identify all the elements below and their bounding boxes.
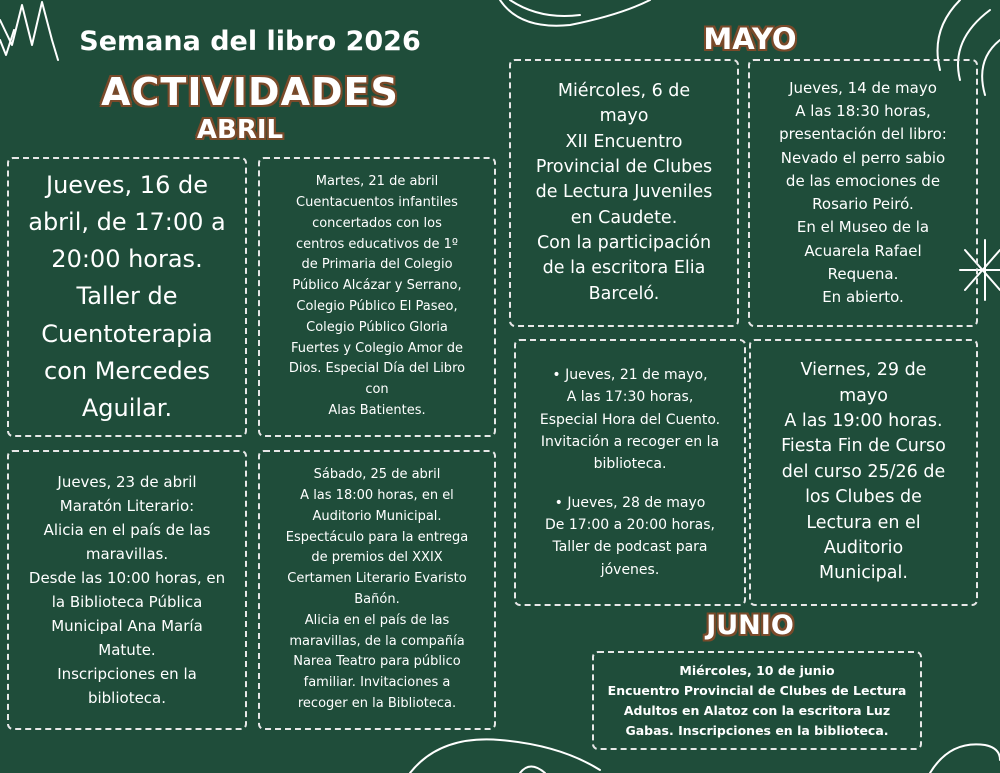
event-text: Acuarela Rafael — [804, 241, 922, 260]
event-text: • Jueves, 28 de mayo — [555, 492, 706, 514]
event-text: De 17:00 a 20:00 horas, — [545, 517, 715, 534]
event-text: mayo — [599, 106, 649, 127]
zigzag-doodle — [0, 2, 58, 60]
event-text: Aguilar. — [81, 393, 173, 422]
event-card-june-10 — [592, 651, 922, 750]
event-text: Fuertes y Colegio Amor de — [290, 340, 463, 356]
event-text: Bañón. — [354, 592, 400, 607]
event-card-april-23 — [7, 450, 247, 730]
event-text: A las 18:00 horas, en el — [300, 488, 454, 504]
event-text: Adultos en Alatoz con la escritora Luz — [623, 702, 891, 718]
event-text: recoger en la Biblioteca. — [297, 695, 457, 711]
page-title: Semana del libro 2026 — [79, 26, 421, 57]
event-card-april-16 — [7, 157, 247, 437]
event-text: presentación del libro: — [779, 125, 947, 144]
event-text: Cuentacuentos infantiles — [296, 195, 458, 211]
event-text: Auditorio Municipal. — [312, 508, 442, 524]
event-text: 20:00 horas. — [51, 245, 203, 274]
event-card-may-6 — [509, 59, 739, 327]
event-text: Certamen Literario Evaristo — [287, 571, 467, 587]
event-text: Alicia en el país de las — [304, 612, 450, 628]
event-text: Colegio Público El Paseo, — [296, 299, 458, 314]
event-text: Viernes, 29 de — [800, 360, 927, 381]
event-text: maravillas. — [85, 545, 169, 563]
event-card-april-21 — [258, 157, 496, 437]
event-text: Sábado, 25 de abril — [313, 467, 441, 483]
event-text: Especial Hora del Cuento. — [539, 411, 721, 428]
event-text: Fiesta Fin de Curso — [781, 436, 946, 457]
swirl-doodle — [500, 0, 650, 26]
event-text: Auditorio — [823, 537, 904, 558]
event-text: los Clubes de — [805, 487, 922, 508]
event-text: biblioteca. — [593, 456, 667, 473]
event-text: Desde las 10:00 horas, en — [28, 569, 226, 587]
activities-heading: ACTIVIDADES — [101, 70, 399, 114]
event-text: Narea Teatro para público — [293, 654, 461, 670]
event-text: Encuentro Provincial de Clubes de Lectura — [607, 682, 907, 698]
event-text: la Biblioteca Pública — [51, 593, 203, 611]
event-text: Municipal Ana María — [51, 617, 203, 635]
event-text: Taller de podcast para — [552, 539, 708, 556]
event-text: En el Museo de la — [796, 218, 930, 237]
event-card-may-21-28 — [514, 339, 746, 606]
event-text: Rosario Peiró. — [812, 195, 914, 213]
event-text: Requena. — [827, 264, 899, 283]
event-text: Municipal. — [819, 563, 908, 584]
event-text: Miércoles, 10 de junio — [679, 662, 835, 678]
event-text: • Jueves, 21 de mayo, — [552, 364, 707, 386]
event-text: Taller de — [76, 282, 178, 311]
event-text: de las emociones de — [785, 171, 941, 190]
april-heading: ABRIL — [196, 115, 284, 145]
event-text: Cuentoterapia — [41, 319, 213, 348]
event-text: Matute. — [98, 641, 156, 659]
event-card-may-29 — [749, 339, 978, 606]
event-text: Gabas. Inscripciones en la biblioteca. — [625, 722, 889, 738]
event-text: mayo — [839, 385, 888, 406]
event-text: En abierto. — [822, 288, 904, 306]
event-text: Dios. Especial Día del Libro — [288, 361, 466, 377]
event-text: familiar. Invitaciones a — [303, 675, 451, 691]
event-text: Público Alcázar y Serrano, — [292, 278, 462, 294]
event-text: concertados con los — [312, 215, 442, 231]
event-text: Nevado el perro sabio — [780, 148, 946, 167]
event-text: Barceló. — [588, 283, 660, 304]
event-text: de Lectura Juveniles — [535, 182, 713, 203]
event-text: centros educativos de 1º — [295, 236, 459, 252]
event-text: Inscripciones en la — [57, 665, 197, 683]
event-text: con Mercedes — [44, 356, 210, 385]
event-text: maravillas, de la compañía — [289, 633, 465, 649]
event-text: A las 17:30 horas, — [566, 389, 694, 406]
event-card-april-25 — [258, 450, 496, 730]
event-text: A las 18:30 horas, — [795, 102, 931, 120]
event-text: biblioteca. — [87, 689, 167, 707]
event-text: Miércoles, 6 de — [557, 80, 691, 101]
event-text: en Caudete. — [570, 207, 678, 228]
event-text: Alicia en el país de las — [43, 521, 211, 539]
may-heading: MAYO — [703, 22, 797, 56]
event-text: Jueves, 23 de abril — [57, 473, 197, 491]
wave-doodle — [410, 739, 600, 773]
event-card-may-14 — [748, 59, 978, 327]
event-text: Martes, 21 de abril — [315, 174, 439, 190]
event-text: Maratón Literario: — [59, 497, 195, 515]
event-text: de premios del XXIX — [311, 550, 443, 566]
event-text: Jueves, 14 de mayo — [789, 78, 937, 97]
event-text: A las 19:00 horas. — [784, 411, 943, 432]
event-text: Colegio Público Gloria — [306, 319, 448, 335]
event-text: Espectáculo para la entrega — [285, 529, 469, 545]
event-text: del curso 25/26 de — [781, 461, 946, 482]
event-text: Alas Batientes. — [328, 402, 426, 418]
event-text: Lectura en el — [806, 512, 921, 533]
event-text: XII Encuentro — [565, 131, 683, 152]
event-text: Con la participación — [536, 233, 712, 254]
event-text: con — [365, 382, 389, 398]
june-heading: JUNIO — [706, 610, 794, 641]
event-text: de la escritora Elia — [542, 258, 706, 279]
event-text: jóvenes. — [600, 561, 660, 578]
event-text: Invitación a recoger en la — [540, 433, 720, 450]
event-text: Provincial de Clubes — [535, 156, 713, 177]
event-text: Jueves, 16 de — [46, 170, 208, 199]
event-text: de Primaria del Colegio — [301, 257, 453, 273]
event-text: abril, de 17:00 a — [28, 208, 226, 237]
